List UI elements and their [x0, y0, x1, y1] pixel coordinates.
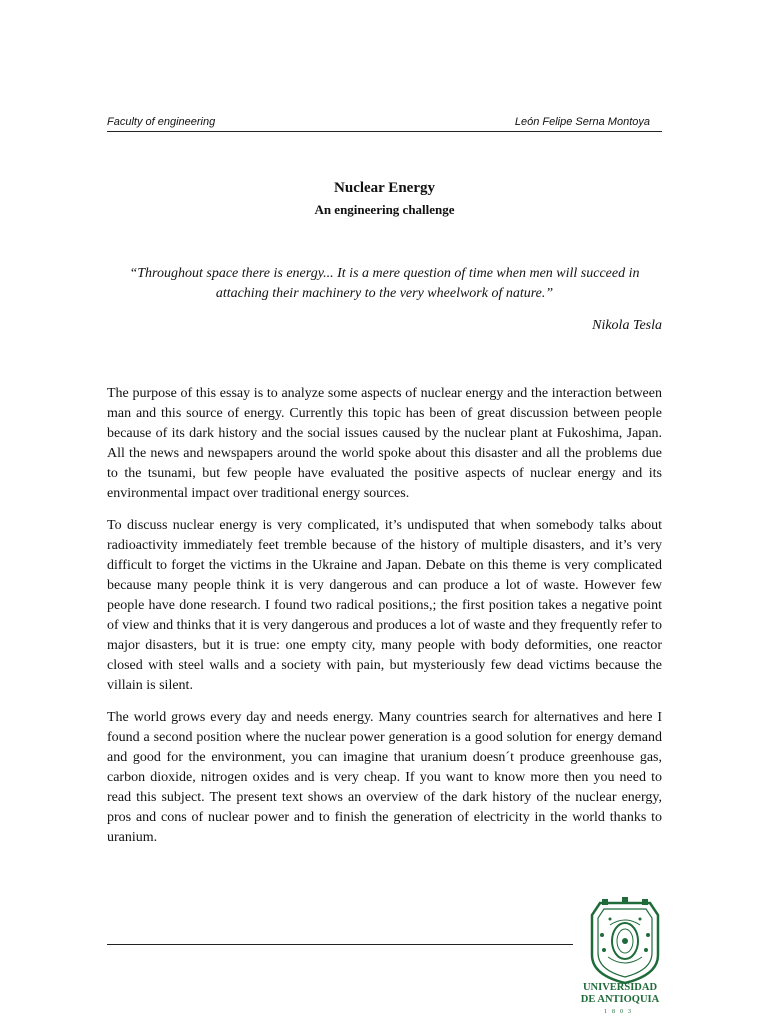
header-faculty: Faculty of engineering [107, 116, 216, 128]
university-name-line2: DE ANTIOQUIA [580, 994, 660, 1005]
epigraph-quote: “Throughout space there is energy... It is a mere question of time when men will succeed in attaching their machinery to the very wheelwork of nature.” [129, 266, 640, 301]
document-subtitle: An engineering challenge [314, 202, 455, 217]
university-name-line1: UNIVERSIDAD [582, 982, 658, 993]
paragraph: The world grows every day and needs energy. Many countries search for alternatives and here I found a second position where the nuclear power generation is a good solution for energy demand and good for the environment, you can imagine that uranium doesn´t produce greenhouse gas, carbon dioxide, nitrogen oxides and is very cheap. If you want to know more then you need to read this subject. The present text shows an overview of the dark history of the nuclear energy, pros and cons of nuclear power and to finish the generation of electricity in the world thanks to uranium. [107, 710, 662, 845]
paragraph: To discuss nuclear energy is very complicated, it’s undisputed that when somebody talks about radioactivity immediately feet tremble because of the history of multiple disasters, and it’s very difficult to forget the victims in the Ukraine and Japan. Debate on this theme is very complicated because many people think it is very dangerous and can produce a lot of waste. However few people have done research. I found two radical positions,; the first position takes a negative point of view and thinks that it is very dangerous and produces a lot of waste and they frequently refer to major disasters, but it is true: one empty city, many people with body deformities, one reactor closed with steel walls and a society with pain, but mysteriously few dead victims because the villain is silent. [107, 518, 662, 693]
document-title: Nuclear Energy [334, 180, 435, 196]
epigraph-author: Nikola Tesla [592, 318, 662, 333]
footer-divider [107, 944, 573, 945]
essay-body [107, 384, 662, 860]
header-author: León Felipe Serna Montoya [514, 116, 650, 128]
page-header [107, 115, 662, 132]
university-name [565, 982, 675, 1006]
paragraph: The purpose of this essay is to analyze some aspects of nuclear energy and the interaction between man and this source of energy. Currently this topic has been of great discussion between people because of its dark history and the social issues caused by the nuclear plant at Fukoshima, Japan. All the news and newspapers around the world spoke about this disaster and all the problems due to the tsunami, but few people have evaluated the positive aspects of nuclear energy and its environmental impact over traditional energy sources. [107, 386, 662, 501]
university-founding-year: 1803 [604, 1009, 636, 1015]
